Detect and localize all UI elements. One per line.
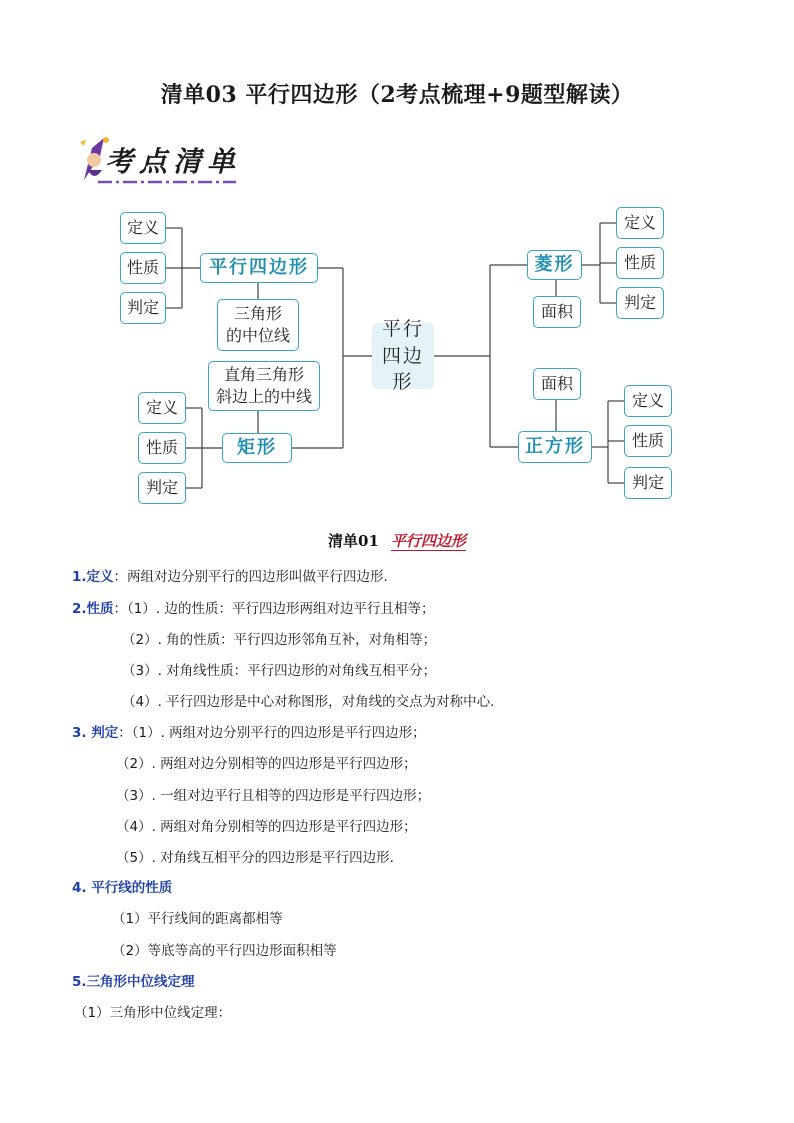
rhombus-leaf-judge: 判定: [616, 287, 664, 319]
center-line2: 四边形: [381, 344, 424, 394]
prop-line-1: [72, 599, 434, 619]
mind-map: [0, 195, 794, 515]
square-leaf-prop: 性质: [624, 425, 672, 457]
rect-leaf-def: 定义: [138, 392, 186, 424]
midline-line-1: （1）三角形中位线定理：: [74, 1005, 232, 1021]
judge-line-5: （5）. 对角线互相平分的四边形是平行四边形.: [116, 850, 394, 866]
rhombus-sub: 面积: [533, 296, 581, 328]
pg-main: 平行四边形: [200, 253, 318, 283]
pg-sub: [217, 299, 299, 351]
pg-sub-line2: 的中位线: [225, 326, 290, 345]
prop-label: 2.性质: [72, 601, 114, 617]
prop-line-4: （4）. 平行四边形是中心对称图形，对角线的交点为对称中心.: [122, 694, 495, 710]
def-line: [72, 567, 388, 587]
section-name: 平行四边形: [390, 532, 466, 550]
midline-label: 5.三角形中位线定理: [72, 974, 195, 990]
prop-line-3: （3）. 对角线性质：平行四边形的对角线互相平分；: [122, 663, 437, 679]
pg-sub-line1: 三角形: [233, 303, 282, 323]
def-text: ：两组对边分别平行的四边形叫做平行四边形.: [113, 569, 388, 585]
pg-leaf-judge: 判定: [120, 292, 166, 324]
parallel-line-2: （2）等底等高的平行四边形面积相等: [112, 943, 337, 959]
judge-line-3: （3）. 一组对边平行且相等的四边形是平行四边形；: [116, 788, 431, 804]
rect-sub-line1: 直角三角形: [223, 364, 304, 384]
judge-line-2: （2）. 两组对边分别相等的四边形是平行四边形；: [116, 756, 417, 772]
center-line1: 平行: [381, 318, 424, 341]
square-sub: 面积: [533, 368, 581, 400]
section-title: [0, 530, 794, 551]
pg-leaf-def: 定义: [120, 212, 166, 244]
square-leaf-judge: 判定: [624, 467, 672, 499]
section-number: 清单01: [328, 532, 379, 550]
square-main: 正方形: [518, 431, 592, 463]
rhombus-main: 菱形: [527, 250, 582, 280]
judge-text-1: ：（1）. 两组对边分别平行的四边形是平行四边形；: [118, 725, 426, 741]
def-label: 1.定义: [72, 569, 114, 585]
rhombus-leaf-prop: 性质: [616, 247, 664, 279]
banner-title: 考点清单: [105, 145, 242, 178]
rect-sub-line2: 斜边上的中线: [215, 387, 312, 406]
square-leaf-def: 定义: [624, 385, 672, 417]
prop-text-1: ：（1）. 边的性质：平行四边形两组对边平行且相等；: [113, 601, 435, 617]
rect-leaf-prop: 性质: [138, 432, 186, 464]
judge-line-4: （4）. 两组对角分别相等的四边形是平行四边形；: [116, 819, 417, 835]
center-node: [372, 318, 434, 394]
parallel-label: 4. 平行线的性质: [72, 880, 173, 896]
rect-main: 矩形: [222, 433, 292, 463]
rhombus-leaf-def: 定义: [616, 207, 664, 239]
rect-sub: [208, 361, 320, 411]
pg-leaf-prop: 性质: [120, 252, 166, 284]
prop-line-2: （2）. 角的性质：平行四边形邻角互补，对角相等；: [122, 632, 437, 648]
rect-leaf-judge: 判定: [138, 472, 186, 504]
parallel-line-1: （1）平行线间的距离都相等: [112, 911, 283, 927]
page-title: 清单03 平行四边形（2考点梳理+9题型解读）: [160, 82, 634, 108]
judge-line-1: [72, 723, 426, 743]
judge-label: 3. 判定: [72, 725, 119, 741]
